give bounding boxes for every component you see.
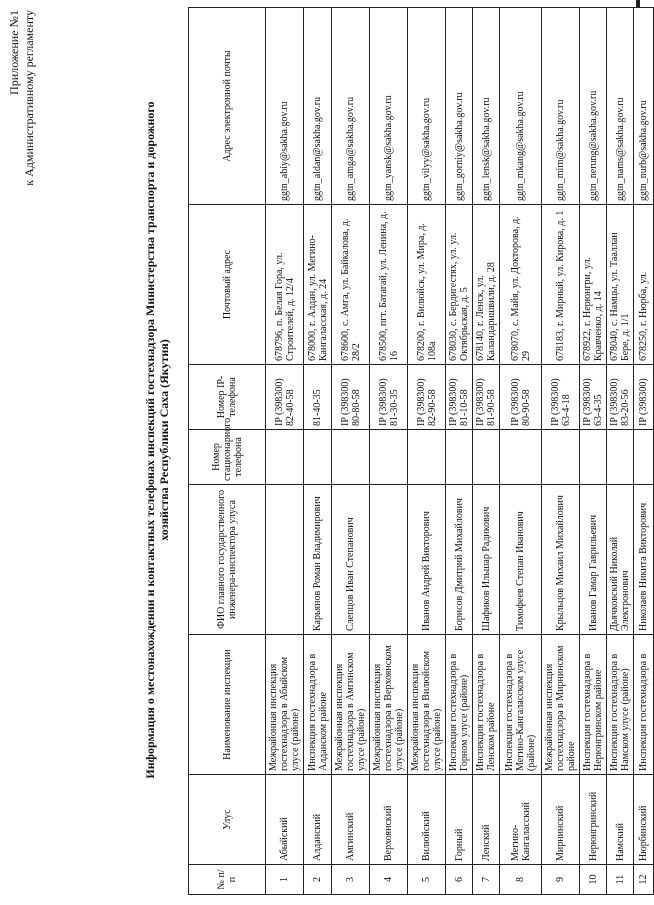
table-cell: Ленский [473,775,500,865]
table-cell [408,430,446,485]
table-cell: Вилюйский [408,775,446,865]
table-cell: Межрайонная инспекция гостехнадзора в Вилюйском улусе (районе) [408,635,446,775]
table-row [500,8,542,895]
table-row [408,8,446,895]
table-cell: Инспекция гостехнадзора в [634,635,654,775]
table-cell: Тимофеев Степан Иванович [500,485,542,635]
header-cell: ФИО главного государственного инженера-инспектора улуса [189,485,266,635]
table-cell [370,430,408,485]
table-cell: Инспекция гостехнадзора в Намском улусе (районе) [607,635,634,775]
table-header-row [189,8,266,895]
table-cell: Крыльцов Михаил Михайлович [542,485,580,635]
table-cell: Горный [446,775,473,865]
appendix-line-2: к Административному регламенту [22,10,36,186]
table-cell: 2 [304,865,332,895]
table-cell: Слепцов Иван Степанович [332,485,370,635]
table-cell: ggtn_vilyy@sakha.gov.ru [408,8,446,205]
table-cell: Дьячковский Николай Электронович [607,485,634,635]
table-cell: ggtn_mkang@sakha.gov.ru [500,8,542,205]
table-cell [266,430,304,485]
table-cell: ggtn_amga@sakha.gov.ru [332,8,370,205]
table-cell: Алданский [304,775,332,865]
table-cell [304,430,332,485]
table-cell: IP (398300) 81-10-58 [446,365,473,430]
table-row [266,8,304,895]
table-row [370,8,408,895]
table-cell [370,485,408,635]
table-cell: Мегино-Кангаласский [500,775,542,865]
table-cell [500,430,542,485]
table-cell: Амгинский [332,775,370,865]
table-cell: Инспекция гостехнадзора в Алданском районе [304,635,332,775]
table-cell: Мирнинский [542,775,580,865]
table-row [473,8,500,895]
table-cell: Верхоянский [370,775,408,865]
table-cell: IP (398300) 63-4-35 [580,365,607,430]
table-cell: 1 [266,865,304,895]
document-title [143,95,171,785]
table-cell: ggtn_nams@sakha.gov.ru [607,8,634,205]
table-cell: 678500, пгт. Батагай, ул. Ленина, д. 16 [370,205,408,365]
table-cell: Межрайонная инспекция гостехнадзора в Абыйском улусе (районе) [266,635,304,775]
table-cell: Иванов Андрей Викторович [408,485,446,635]
header-cell: № п/п [189,865,266,895]
table-cell: IP (398300) 83-20-56 [607,365,634,430]
title-line-1: Информация о местонахождении и контактных телефонах инспекций гостехнадзора Министерства транспорта и дорожного [143,101,157,779]
table-cell: IP (398300) 80-80-58 [332,365,370,430]
table-cell: ggtn_yansk@sakha.gov.ru [370,8,408,205]
table-cell: 3 [332,865,370,895]
table-row [607,8,634,895]
table-cell [473,430,500,485]
table-cell [607,430,634,485]
table-row [446,8,473,895]
table-cell: 5 [408,865,446,895]
table-row [542,8,580,895]
table-cell: 12 [634,865,654,895]
table-cell: Инспекция гостехнадзора в Горном улусе (районе) [446,635,473,775]
table-cell: 678796, п. Белая Гора, ул. Строителей, д. 12/4 [266,205,304,365]
appendix-note [7,10,37,240]
table-cell: Межрайонная инспекция гостехнадзора в Мирнинском районе [542,635,580,775]
table-cell: ggtn_nerung@sakha.gov.ru [580,8,607,205]
table-cell: Иванов Гамар Гаврильевич [580,485,607,635]
table-cell: IP (398300) 80-90-58 [500,365,542,430]
table-cell: 6 [446,865,473,895]
table-cell: Нерюнгринский [580,775,607,865]
table-cell: 678070, с. Майя, ул. Докторова, д. 29 [500,205,542,365]
table-cell: IP (398300) 81-90-58 [473,365,500,430]
table-cell: IP (398300) 81-30-35 [370,365,408,430]
table-cell [332,430,370,485]
table-row [580,8,607,895]
table-cell: 678040, с. Намцы, ул. Тааллан Бере, д. 1/1 [607,205,634,365]
table-cell: Инспекция гостехнадзора в Ленском районе [473,635,500,775]
table-cell: 11 [607,865,634,895]
table-cell: 9 [542,865,580,895]
header-cell: Номер стационарного телефона [189,430,266,485]
table-cell: 10 [580,865,607,895]
table-cell: Абыйский [266,775,304,865]
table-cell: IP (398300) 82-90-58 [408,365,446,430]
table-row [332,8,370,895]
table-cell [446,430,473,485]
table-cell: Инспекция гостехнадзора в Нерюнгринском районе [580,635,607,775]
header-cell: Адрес электронной почты [189,8,266,205]
table-cell: Межрайонная инспекция гостехнадзора в Верхоянском улусе (районе) [370,635,408,775]
table-cell: Карьянов Роман Владимирович [304,485,332,635]
header-cell: Наименование инспекции [189,635,266,775]
table-body [266,8,654,895]
header-cell: Номер IP-телефона [189,365,266,430]
table-cell: 678250, г. Нюрба, ул. [634,205,654,365]
table-cell: ggtn_nurb@sakha.gov.ru [634,8,654,205]
table-cell [266,485,304,635]
header-cell: Улус [189,775,266,865]
table-cell: 678600, с. Амга, ул. Байкалова, д. 28/2 [332,205,370,365]
table-cell: ggtn_aldan@sakha.gov.ru [304,8,332,205]
table-cell: 678030, с. Бердигестях, ул. ул. Октябрьская, д. 5 [446,205,473,365]
table-cell: IP (398300) 63-4-18 [542,365,580,430]
table-cell: 678000, г. Алдан, ул. Мегино-Кангаласская, д. 24 [304,205,332,365]
table-cell: ggtn_lensk@sakha.gov.ru [473,8,500,205]
table-cell: Нюрбинский [634,775,654,865]
table-cell: Намский [607,775,634,865]
table-cell: Инспекция гостехнадзора в Мегино-Кангаласском улусе (районе) [500,635,542,775]
table-cell: IP (398300) [634,365,654,430]
title-line-2: хозяйства Республики Саха (Якутия) [157,339,171,541]
table-cell [580,430,607,485]
table-cell: Шафиков Ильшар Радикович [473,485,500,635]
table-cell [542,430,580,485]
table-row [304,8,332,895]
table-cell [634,430,654,485]
table-cell: 678183, г. Мирный, ул. Кирова, д. 1 [542,205,580,365]
table-cell: 678140, г. Ленск, ул. Каландаришвили, д. 28 [473,205,500,365]
appendix-line-1: Приложение №1 [7,10,21,95]
table-row [634,8,654,895]
inspections-table [188,7,654,895]
table-cell: 81-40-35 [304,365,332,430]
table-cell: Николаев Никита Викторович [634,485,654,635]
table-cell: 7 [473,865,500,895]
table-cell: Межрайонная инспекция гостехнадзора в Амгинском улусе (районе) [332,635,370,775]
table-cell: 678200, г. Вилюйск, ул. Мира, д. 108а [408,205,446,365]
table-cell: ggtn_abiy@sakha.gov.ru [266,8,304,205]
table-cell: 8 [500,865,542,895]
table-cell: Борисов Дмитрий Михайлович [446,485,473,635]
table-cell: 4 [370,865,408,895]
table-cell: IP (398300) 82-40-58 [266,365,304,430]
table-cell: ggtn_gorniy@sakha.gov.ru [446,8,473,205]
header-cell: Почтовый адрес [189,205,266,365]
table-cell: ggtn_mirn@sakha.gov.ru [542,8,580,205]
table-cell: 678922, г. Нерюнгри, ул. Кравченко, д. 14 [580,205,607,365]
